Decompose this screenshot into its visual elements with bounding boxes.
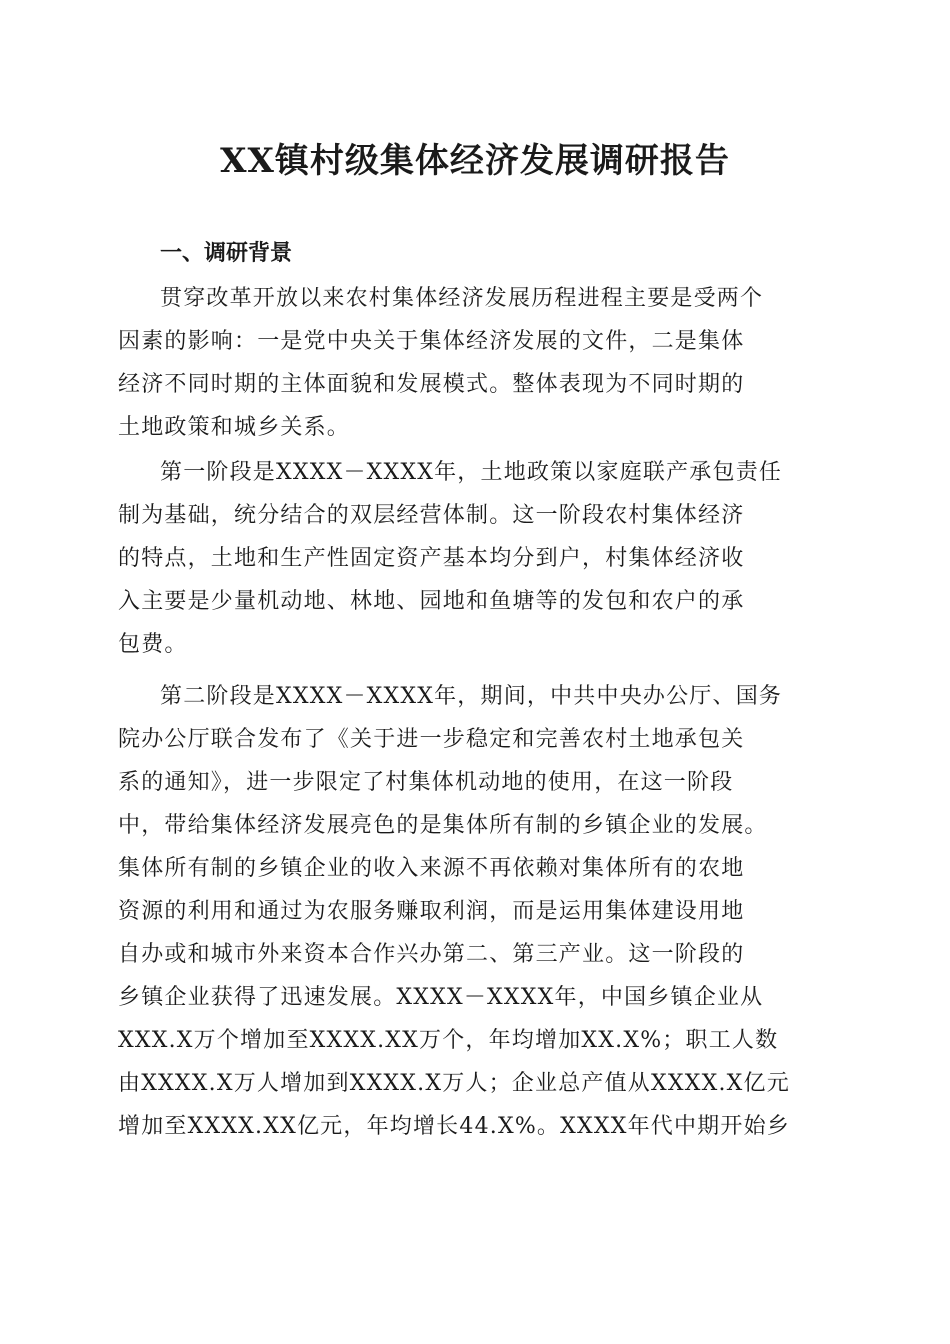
paragraph-line: 的特点，土地和生产性固定资产基本均分到户，村集体经济收 [118, 546, 745, 571]
paragraph-line: 贯穿改革开放以来农村集体经济发展历程进程主要是受两个 [160, 286, 764, 311]
paragraph-line: 增加至XXXX.XX亿元，年均增长44.X%。XXXX年代中期开始乡 [118, 1114, 790, 1139]
paragraph-line: 系的通知》，进一步限定了村集体机动地的使用，在这一阶段 [118, 770, 734, 795]
paragraph-line: 包费。 [118, 632, 188, 657]
paragraph-line: 经济不同时期的主体面貌和发展模式。整体表现为不同时期的 [118, 372, 745, 397]
paragraph-line: 因素的影响：一是党中央关于集体经济发展的文件，二是集体 [118, 329, 745, 354]
paragraph-stage-one [118, 451, 823, 666]
paragraph-line: 第二阶段是XXXX－XXXX年，期间，中共中央办公厅、国务 [160, 684, 783, 709]
section-heading: 一、调研背景 [160, 241, 293, 266]
paragraph-background [118, 277, 823, 449]
paragraph-line: 制为基础，统分结合的双层经营体制。这一阶段农村集体经济 [118, 503, 745, 528]
paragraph-line: 资源的利用和通过为农服务赚取利润，而是运用集体建设用地 [118, 899, 745, 924]
paragraph-line: 院办公厅联合发布了《关于进一步稳定和完善农村土地承包关 [118, 727, 745, 752]
paragraph-line: 由XXXX.X万人增加到XXXX.X万人；企业总产值从XXXX.X亿元 [118, 1071, 790, 1096]
paragraph-line: 入主要是少量机动地、林地、园地和鱼塘等的发包和农户的承 [118, 589, 745, 614]
paragraph-line: 中，带给集体经济发展亮色的是集体所有制的乡镇企业的发展。 [118, 813, 768, 838]
paragraph-line: 第一阶段是XXXX－XXXX年，土地政策以家庭联产承包责任 [160, 460, 783, 485]
document-title: XX镇村级集体经济发展调研报告 [220, 141, 730, 181]
paragraph-line: 集体所有制的乡镇企业的收入来源不再依赖对集体所有的农地 [118, 856, 745, 881]
paragraph-line: 自办或和城市外来资本合作兴办第二、第三产业。这一阶段的 [118, 942, 745, 967]
paragraph-stage-two [118, 675, 823, 1148]
paragraph-line: 土地政策和城乡关系。 [118, 415, 351, 440]
paragraph-line: 乡镇企业获得了迅速发展。XXXX－XXXX年，中国乡镇企业从 [118, 985, 764, 1010]
paragraph-line: XXX.X万个增加至XXXX.XX万个，年均增加XX.X%；职工人数 [118, 1028, 779, 1053]
